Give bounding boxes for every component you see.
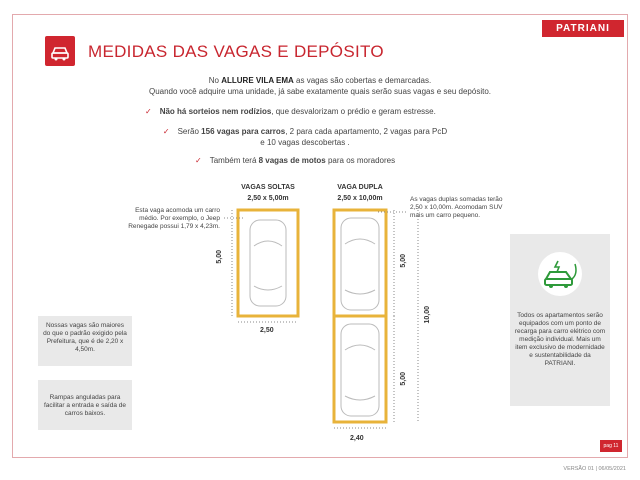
car-outline-double-bottom xyxy=(341,324,379,416)
dim-single-width: 2,50 xyxy=(260,327,274,334)
dim-double-width: 2,40 xyxy=(350,435,364,442)
brand-logo: PATRIANI xyxy=(542,20,624,37)
check-icon: ✓ xyxy=(162,127,170,136)
dim-double-total: 10,00 xyxy=(424,306,431,324)
double-stall-size: 2,50 x 10,00m xyxy=(337,195,383,202)
single-stall-title: VAGAS SOLTAS xyxy=(241,184,295,191)
single-stall xyxy=(238,210,298,316)
page-title: MEDIDAS DAS VAGAS E DEPÓSITO xyxy=(88,42,384,61)
dim-single-height: 5,00 xyxy=(216,250,223,264)
check-icon: ✓ xyxy=(145,107,152,116)
single-stall-size: 2,50 x 5,00m xyxy=(247,195,289,202)
bigger-spaces-box: Nossas vagas são maiores do que o padrão exigido pela Prefeitura, que é de 2,20 x 4,50m. xyxy=(38,316,132,366)
version-label: VERSÃO 01 | 06/05/2021 xyxy=(563,466,626,472)
note-double: As vagas duplas somadas terão 2,50 x 10,00m. Acomodam SUV mais um carro pequeno. xyxy=(410,196,503,219)
bullet-moto-spaces: ✓ Também terá 8 vagas de motos para os moradores xyxy=(195,156,396,165)
note-single: Esta vaga acomoda um carro médio. Por exemplo, o Jeep Renegade possui 1,79 x 4,23m. xyxy=(128,207,220,230)
page-number-tag: pag 11 xyxy=(600,440,622,452)
intro-text: No ALLURE VILA EMA as vagas são cobertas e demarcadas. Quando você adquire uma unidade, já sabe exatamente quais serão suas vagas e seu depósito. xyxy=(148,76,491,96)
ramps-box: Rampas anguladas para facilitar a entrada e saída de carros baixos. xyxy=(38,380,132,430)
dim-double-top: 5,00 xyxy=(400,254,407,268)
double-stall-title: VAGA DUPLA xyxy=(337,184,383,191)
dim-double-bottom: 5,00 xyxy=(400,372,407,386)
ev-charging-icon xyxy=(538,252,582,296)
bullet-car-spaces: ✓ Serão 156 vagas para carros, 2 para cada apartamento, 2 vagas para PcD e 10 vagas descobertas . xyxy=(162,127,448,147)
bullet-no-lottery: ✓ Não há sorteios nem rodízios, que desvalorizam o prédio e geram estresse. xyxy=(145,107,436,116)
car-outline-double-top xyxy=(341,218,379,310)
car-outline-single xyxy=(250,220,286,306)
check-icon: ✓ xyxy=(195,156,202,165)
charging-box: Todos os apartamentos serão equipados com um ponto de recarga para carro elétrico com medição individual. Mais um item exclusivo de modernidade e sustentabilidade da PATRIANI. xyxy=(510,234,610,406)
